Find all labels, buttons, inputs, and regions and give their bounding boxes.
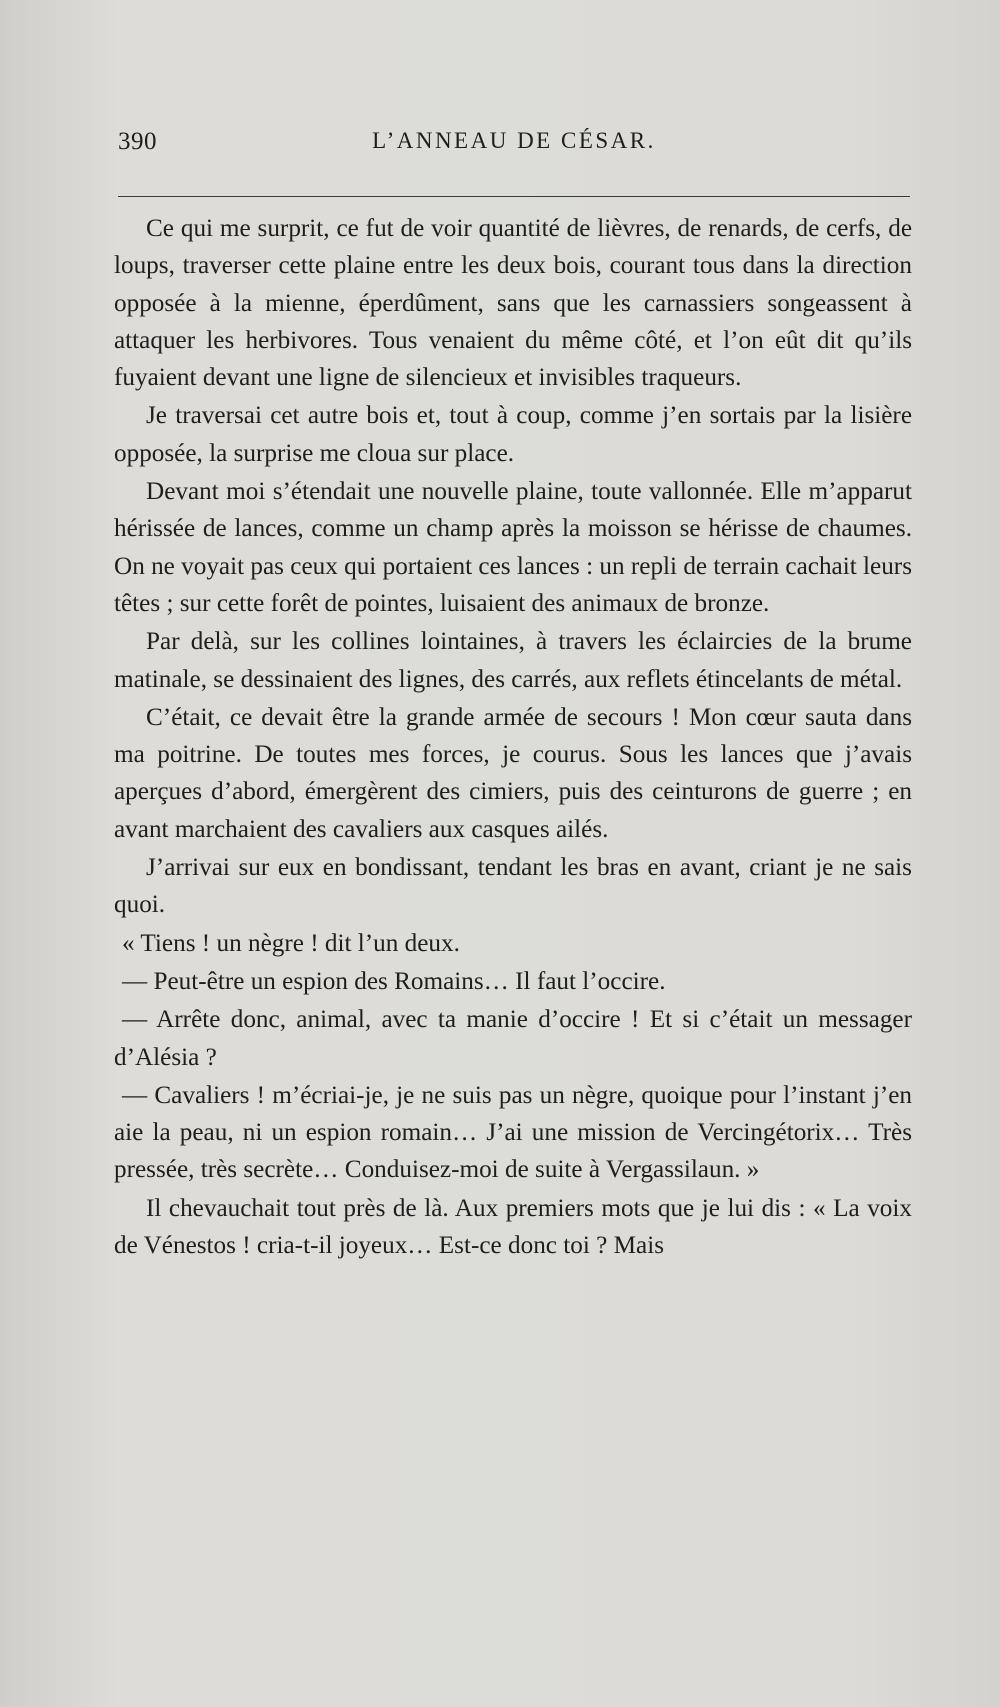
- running-title: L’ANNEAU DE CÉSAR.: [372, 128, 656, 153]
- paragraph: Devant moi s’étendait une nouvelle plaine, toute vallonnée. Elle m’apparut hérissée de lances, comme un champ après la moisson se hérisse de chaumes. On ne voyait pas ceux qui portaient ces lances : un repli de terrain cachait leurs têtes ; sur cette forêt de pointes, luisaient des animaux de bronze.: [114, 478, 912, 617]
- dialogue-line: — Cavaliers ! m’écriai-je, je ne suis pas un nègre, quoique pour l’instant j’en aie la peau, ni un espion romain… J’ai une mission de Vercingétorix… Très pressée, très secrète… Conduisez-moi de suite à Vergassilaun. »: [114, 1081, 912, 1184]
- paragraph: Ce qui me surprit, ce fut de voir quantité de lièvres, de renards, de cerfs, de loups, traverser cette plaine entre les deux bois, courant tous dans la direction opposée à la mienne, éperdûment, sans que les carnassiers songeassent à attaquer les herbivores. Tous venaient du même côté, et l’on eût dit qu’ils fuyaient devant une ligne de silencieux et invisibles traqueurs.: [114, 215, 912, 392]
- dialogue-line: « Tiens ! un nègre ! dit l’un deux.: [122, 929, 460, 957]
- dialogue-line: — Peut-être un espion des Romains… Il faut l’occire.: [122, 967, 666, 995]
- header-rule: [118, 196, 910, 197]
- dialogue-line: — Arrête donc, animal, avec ta manie d’occire ! Et si c’était un messager d’Alésia ?: [114, 1006, 912, 1071]
- paragraph: Je traversai cet autre bois et, tout à coup, comme j’en sortais par la lisière opposée, la surprise me cloua sur place.: [114, 402, 912, 467]
- paragraph: C’était, ce devait être la grande armée de secours ! Mon cœur sauta dans ma poitrine. De toutes mes forces, je courus. Sous les lances que j’avais aperçues d’abord, émergèrent des cimiers, puis des ceinturons de guerre ; en avant marchaient des cavaliers aux casques ailés.: [114, 703, 912, 843]
- body-text: [114, 210, 912, 1264]
- page-header: [118, 128, 910, 168]
- paragraph: Par delà, sur les collines lointaines, à travers les éclaircies de la brume matinale, se dessinaient des lignes, des carrés, aux reflets étincelants de métal.: [114, 628, 912, 693]
- paragraph: J’arrivai sur eux en bondissant, tendant les bras en avant, criant je ne sais quoi.: [114, 854, 912, 919]
- paragraph: Il chevauchait tout près de là. Aux premiers mots que je lui dis : « La voix de Vénestos ! cria-t-il joyeux… Est-ce donc toi ? Mais: [114, 1194, 912, 1260]
- page-number: 390: [118, 128, 157, 155]
